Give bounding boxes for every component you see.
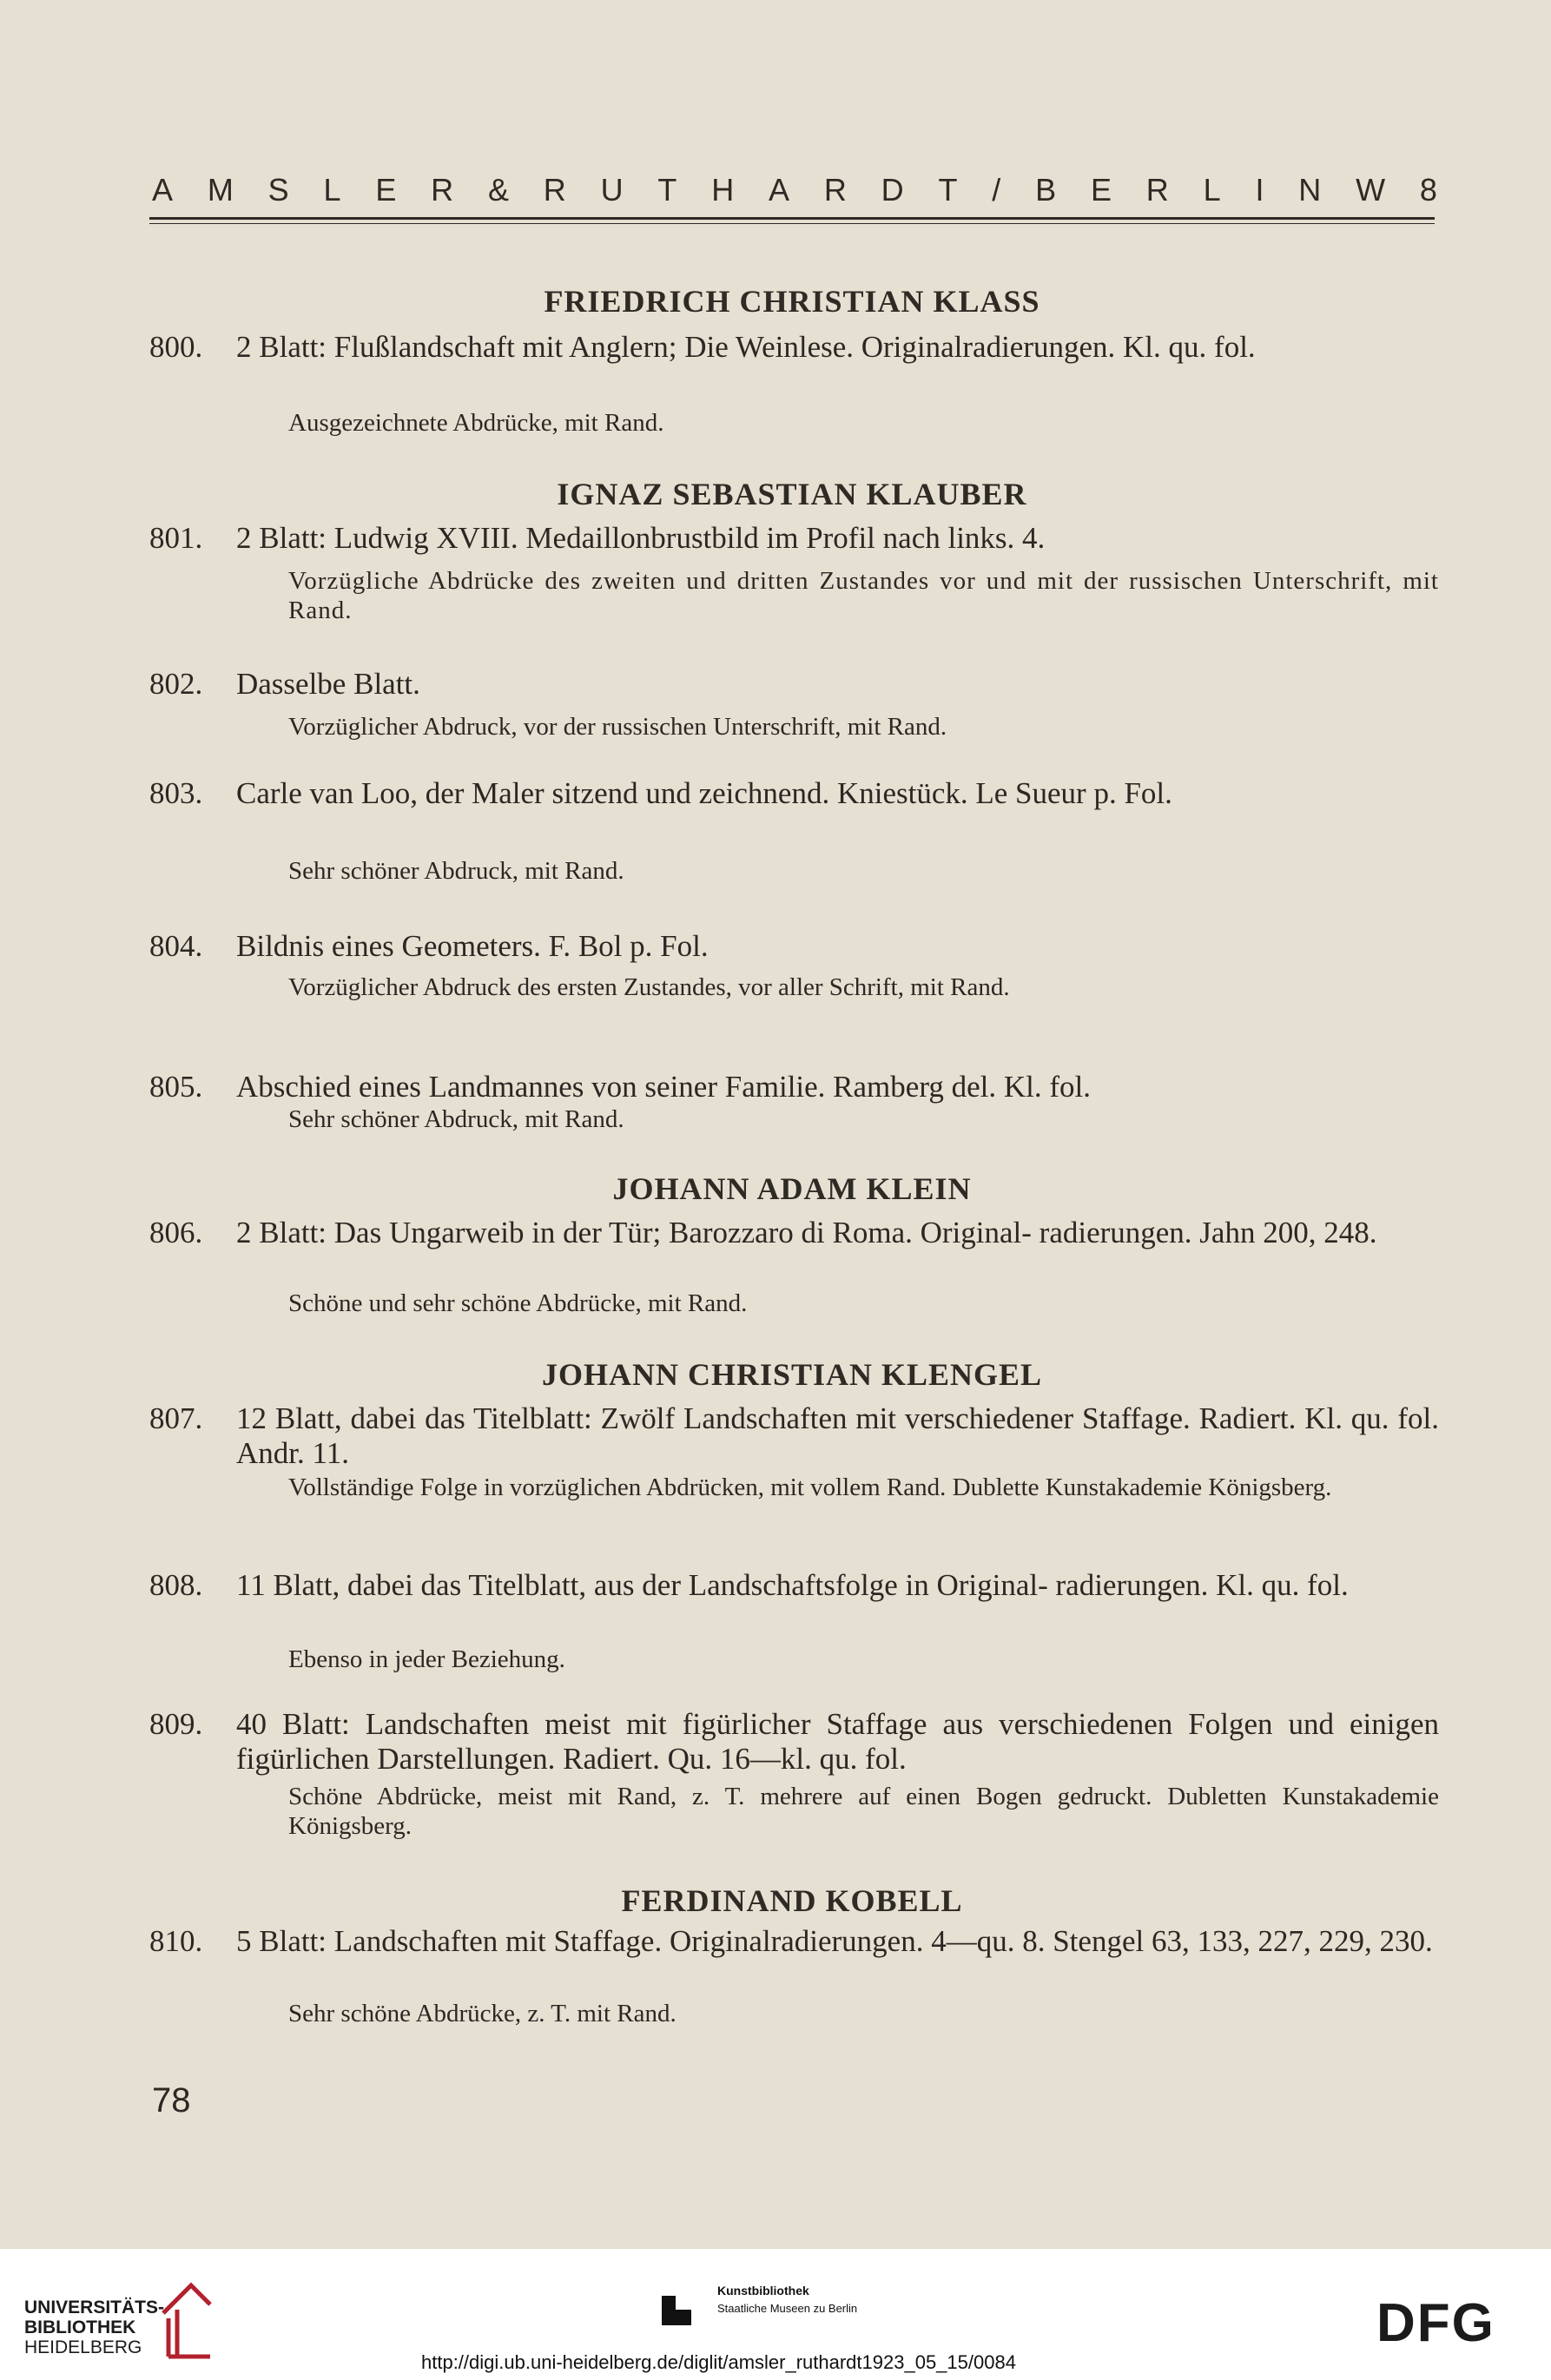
header-rule-thin	[149, 223, 1435, 224]
running-head	[152, 172, 1437, 208]
dfg-logo: DFG	[1376, 2293, 1495, 2353]
running-head-letter: R	[823, 172, 847, 208]
ub-heidelberg-label	[24, 2298, 164, 2357]
entry-note: Vorzüglicher Abdruck des ersten Zustandes, vor aller Schrift, mit Rand.	[288, 973, 1010, 1001]
catalog-entry-801	[149, 521, 1439, 634]
entry-note: Sehr schöner Abdruck, mit Rand.	[288, 857, 624, 885]
ub-line: BIBLIOTHEK	[24, 2317, 136, 2337]
running-head-letter: B	[1035, 172, 1057, 208]
running-head-letter: D	[881, 172, 904, 208]
catalog-entry-810	[149, 1924, 1439, 2046]
entry-title: Bildnis eines Geometers. F. Bol p. Fol.	[236, 929, 709, 963]
running-head-letter: S	[267, 172, 289, 208]
ub-logo-icon	[156, 2278, 217, 2361]
entry-note: Sehr schöne Abdrücke, z. T. mit Rand.	[288, 2000, 676, 2027]
running-head-letter: A	[152, 172, 174, 208]
running-head-letter: L	[323, 172, 341, 208]
entry-number: 800.	[149, 330, 203, 364]
entry-note: Vollständige Folge in vorzüglichen Abdrücken, mit vollem Rand. Dublette Kunstakademie Königsberg.	[288, 1473, 1332, 1501]
entry-note: Schöne und sehr schöne Abdrücke, mit Rand.	[288, 1289, 748, 1317]
kb-title: Kunstbibliothek	[717, 2284, 809, 2298]
running-head-letter: I	[1255, 172, 1264, 208]
entry-note: Vorzügliche Abdrücke des zweiten und dritten Zustandes vor und mit der russischen Unterschrift, mit Rand.	[288, 567, 1439, 624]
entry-title: 2 Blatt: Ludwig XVIII. Medaillonbrustbild im Profil nach links. 4.	[236, 521, 1046, 555]
entry-title: 12 Blatt, dabei das Titelblatt: Zwölf Landschaften mit verschiedener Staffage. Radiert. Kl. qu. fol. Andr. 11.	[236, 1401, 1439, 1470]
entry-number: 808.	[149, 1568, 203, 1602]
running-head-letter: 8	[1419, 172, 1437, 208]
entry-title: Dasselbe Blatt.	[236, 667, 420, 701]
entry-number: 806.	[149, 1216, 203, 1249]
catalog-entry-800	[149, 330, 1439, 437]
running-head-letter: M	[207, 172, 234, 208]
artist-heading-klein: JOHANN ADAM KLEIN	[612, 1171, 972, 1206]
entry-note: Vorzüglicher Abdruck, vor der russischen Unterschrift, mit Rand.	[288, 713, 947, 741]
entry-number: 805.	[149, 1070, 203, 1104]
running-head-letter: W	[1356, 172, 1386, 208]
digitization-footer	[0, 2249, 1551, 2380]
running-head-letter: R	[1145, 172, 1169, 208]
catalog-entry-808	[149, 1568, 1439, 1681]
entry-number: 807.	[149, 1401, 203, 1435]
catalog-entry-809	[149, 1707, 1439, 1855]
running-head-letter: T	[657, 172, 677, 208]
catalog-entry-805	[149, 1070, 1439, 1148]
entry-number: 810.	[149, 1924, 203, 1958]
running-head-letter: E	[1090, 172, 1112, 208]
running-head-letter: /	[992, 172, 1001, 208]
entry-title: 5 Blatt: Landschaften mit Staffage. Originalradierungen. 4—qu. 8. Stengel 63, 133, 227, 229, 230.	[236, 1924, 1433, 1958]
entry-note: Sehr schöner Abdruck, mit Rand.	[288, 1105, 624, 1133]
catalog-entry-806	[149, 1216, 1439, 1328]
entry-note: Schöne Abdrücke, meist mit Rand, z. T. mehrere auf einen Bogen gedruckt. Dubletten Kunstakademie Königsberg.	[288, 1783, 1439, 1840]
running-head-letter: T	[938, 172, 958, 208]
running-head-letter: A	[769, 172, 790, 208]
running-head-letter: H	[711, 172, 735, 208]
entry-title: 40 Blatt: Landschaften meist mit figürlicher Staffage aus verschiedenen Folgen und einigen figürlichen Darstellungen. Radiert. Qu. 16—kl. qu. fol.	[236, 1707, 1439, 1776]
entry-number: 804.	[149, 929, 203, 963]
entry-number: 809.	[149, 1707, 203, 1741]
running-head-letter: R	[431, 172, 454, 208]
page-number: 78	[152, 2081, 191, 2120]
kunstbibliothek-logo-icon	[662, 2296, 691, 2325]
entry-note: Ebenso in jeder Beziehung.	[288, 1645, 565, 1673]
entry-note: Ausgezeichnete Abdrücke, mit Rand.	[288, 409, 664, 437]
kb-line	[717, 2282, 857, 2300]
artist-heading-klengel: JOHANN CHRISTIAN KLENGEL	[541, 1357, 1043, 1392]
kb-subtitle: Staatliche Museen zu Berlin	[717, 2302, 858, 2315]
catalog-entry-804	[149, 929, 1439, 1033]
entry-number: 802.	[149, 667, 203, 701]
entry-number: 803.	[149, 776, 203, 810]
ub-line: UNIVERSITÄTS-	[24, 2298, 165, 2317]
running-head-letter: L	[1203, 172, 1221, 208]
entry-number: 801.	[149, 521, 203, 555]
artist-heading-kobell: FERDINAND KOBELL	[621, 1883, 963, 1918]
entry-title: Carle van Loo, der Maler sitzend und zeichnend. Kniestück. Le Sueur p. Fol.	[236, 776, 1172, 810]
entry-title: 2 Blatt: Flußlandschaft mit Anglern; Die Weinlese. Originalradierungen. Kl. qu. fol.	[236, 330, 1256, 364]
catalog-entry-802	[149, 667, 1439, 745]
catalog-entry-803	[149, 776, 1439, 898]
kunstbibliothek-label	[717, 2282, 857, 2317]
entry-title: 2 Blatt: Das Ungarweib in der Tür; Barozzaro di Roma. Original- radierungen. Jahn 200, 248.	[236, 1216, 1377, 1249]
source-url[interactable]: http://digi.ub.uni-heidelberg.de/diglit/amsler_ruthardt1923_05_15/0084	[421, 2351, 1016, 2373]
artist-heading-klass: FRIEDRICH CHRISTIAN KLASS	[544, 284, 1040, 319]
running-head-letter: U	[600, 172, 624, 208]
running-head-letter: &	[487, 172, 509, 208]
catalog-entry-807	[149, 1401, 1439, 1549]
ub-line: HEIDELBERG	[24, 2337, 142, 2357]
artist-heading-klauber: IGNAZ SEBASTIAN KLAUBER	[557, 477, 1027, 511]
running-head-letter: R	[543, 172, 566, 208]
running-head-letter: E	[375, 172, 397, 208]
header-rule	[149, 217, 1435, 220]
entry-title: Abschied eines Landmannes von seiner Familie. Ramberg del. Kl. fol.	[236, 1070, 1091, 1104]
entry-title: 11 Blatt, dabei das Titelblatt, aus der Landschaftsfolge in Original- radierungen. Kl. qu. fol.	[236, 1568, 1349, 1602]
running-head-letter: N	[1298, 172, 1322, 208]
